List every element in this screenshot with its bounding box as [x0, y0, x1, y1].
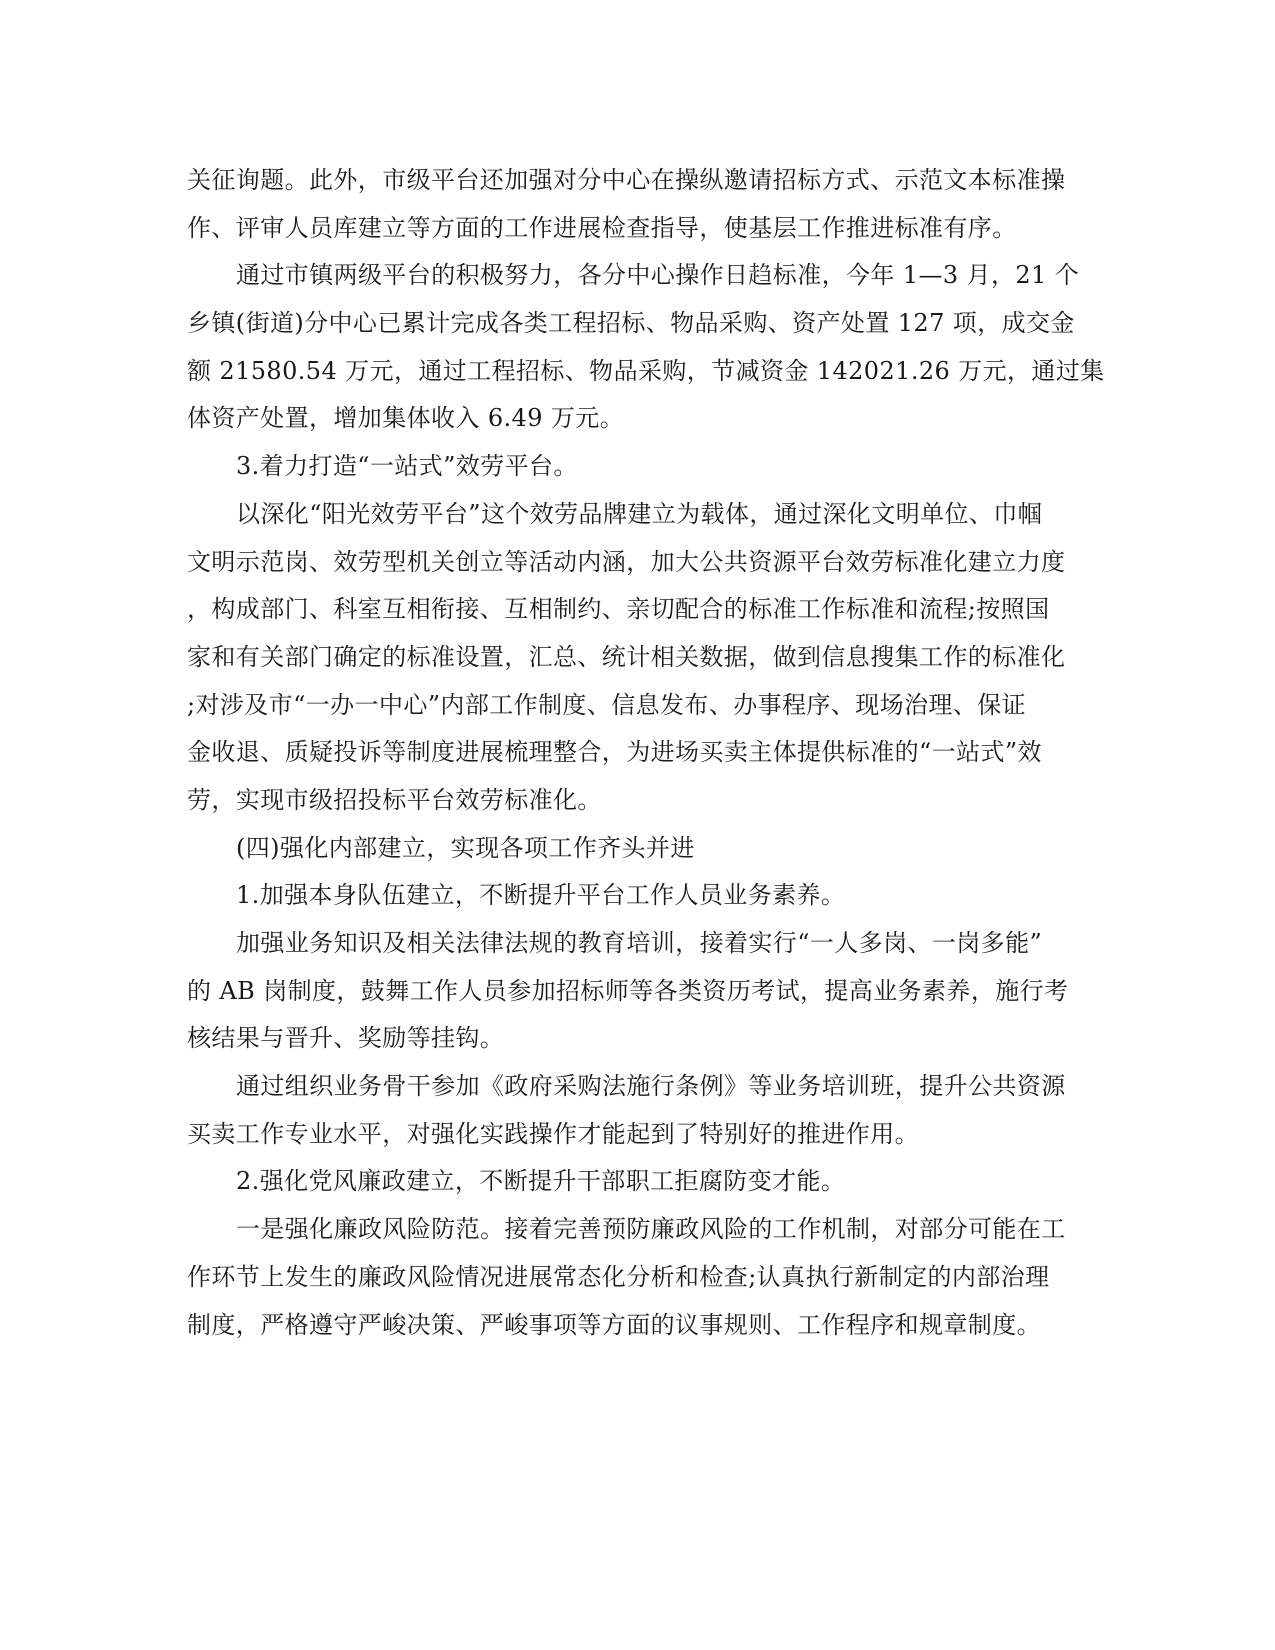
text-line: 买卖工作专业水平，对强化实践操作才能起到了特别好的推进作用。 — [187, 1119, 919, 1148]
text-line: ，构成部门、科室互相衔接、互相制约、亲切配合的标准工作标准和流程;按照国 — [187, 595, 1050, 624]
text-line: 核结果与晋升、奖励等挂钩。 — [187, 1024, 505, 1053]
text-line: 体资产处置，增加集体收入 6.49 万元。 — [187, 404, 625, 433]
text-line: 额 21580.54 万元，通过工程招标、物品采购，节减资金 142021.26 万元，通过集 — [187, 356, 1105, 385]
text-line: 作环节上发生的廉政风险情况进展常态化分析和检查;认真执行新制定的内部治理 — [187, 1262, 1050, 1291]
text-line: 通过市镇两级平台的积极努力，各分中心操作日趋标准，今年 1—3 月，21 个 — [236, 261, 1080, 290]
text-line: 以深化“阳光效劳平台”这个效劳品牌建立为载体，通过深化文明单位、巾帼 — [236, 499, 1043, 528]
text-line: ;对涉及市“一办一中心”内部工作制度、信息发布、办事程序、现场治理、保证 — [187, 690, 1027, 719]
text-line: 文明示范岗、效劳型机关创立等活动内涵，加大公共资源平台效劳标准化建立力度 — [187, 547, 1066, 576]
text-line: 关征询题。此外，市级平台还加强对分中心在操纵邀请招标方式、示范文本标准操 — [187, 166, 1066, 194]
text-line: 的 AB 岗制度，鼓舞工作人员参加招标师等各类资历考试，提高业务素养，施行考 — [187, 976, 1069, 1005]
text-line: 通过组织业务骨干参加《政府采购法施行条例》等业务培训班，提升公共资源 — [236, 1072, 1066, 1101]
text-line: 2.强化党风廉政建立，不断提升干部职工拒腐防变才能。 — [236, 1167, 846, 1196]
text-line: (四)强化内部建立，实现各项工作齐头并进 — [236, 833, 695, 862]
text-line: 劳，实现市级招投标平台效劳标准化。 — [187, 785, 602, 814]
text-line: 乡镇(街道)分中心已累计完成各类工程招标、物品采购、资产处置 127 项，成交金 — [187, 309, 1075, 338]
document-body — [187, 157, 1105, 1349]
text-line: 家和有关部门确定的标准设置，汇总、统计相关数据，做到信息搜集工作的标准化 — [187, 642, 1066, 671]
text-line: 加强业务知识及相关法律法规的教育培训，接着实行“一人多岗、一岗多能” — [236, 929, 1043, 957]
text-line: 作、评审人员库建立等方面的工作进展检查指导，使基层工作推进标准有序。 — [187, 213, 1017, 242]
text-line: 1.加强本身队伍建立，不断提升平台工作人员业务素养。 — [236, 881, 846, 910]
text-line: 金收退、质疑投诉等制度进展梳理整合，为进场买卖主体提供标准的“一站式”效 — [187, 738, 1042, 767]
text-line: 一是强化廉政风险防范。接着完善预防廉政风险的工作机制，对部分可能在工 — [236, 1215, 1066, 1244]
text-line: 3.着力打造“一站式”效劳平台。 — [236, 452, 578, 481]
text-line: 制度，严格遵守严峻决策、严峻事项等方面的议事规则、工作程序和规章制度。 — [187, 1310, 1041, 1339]
